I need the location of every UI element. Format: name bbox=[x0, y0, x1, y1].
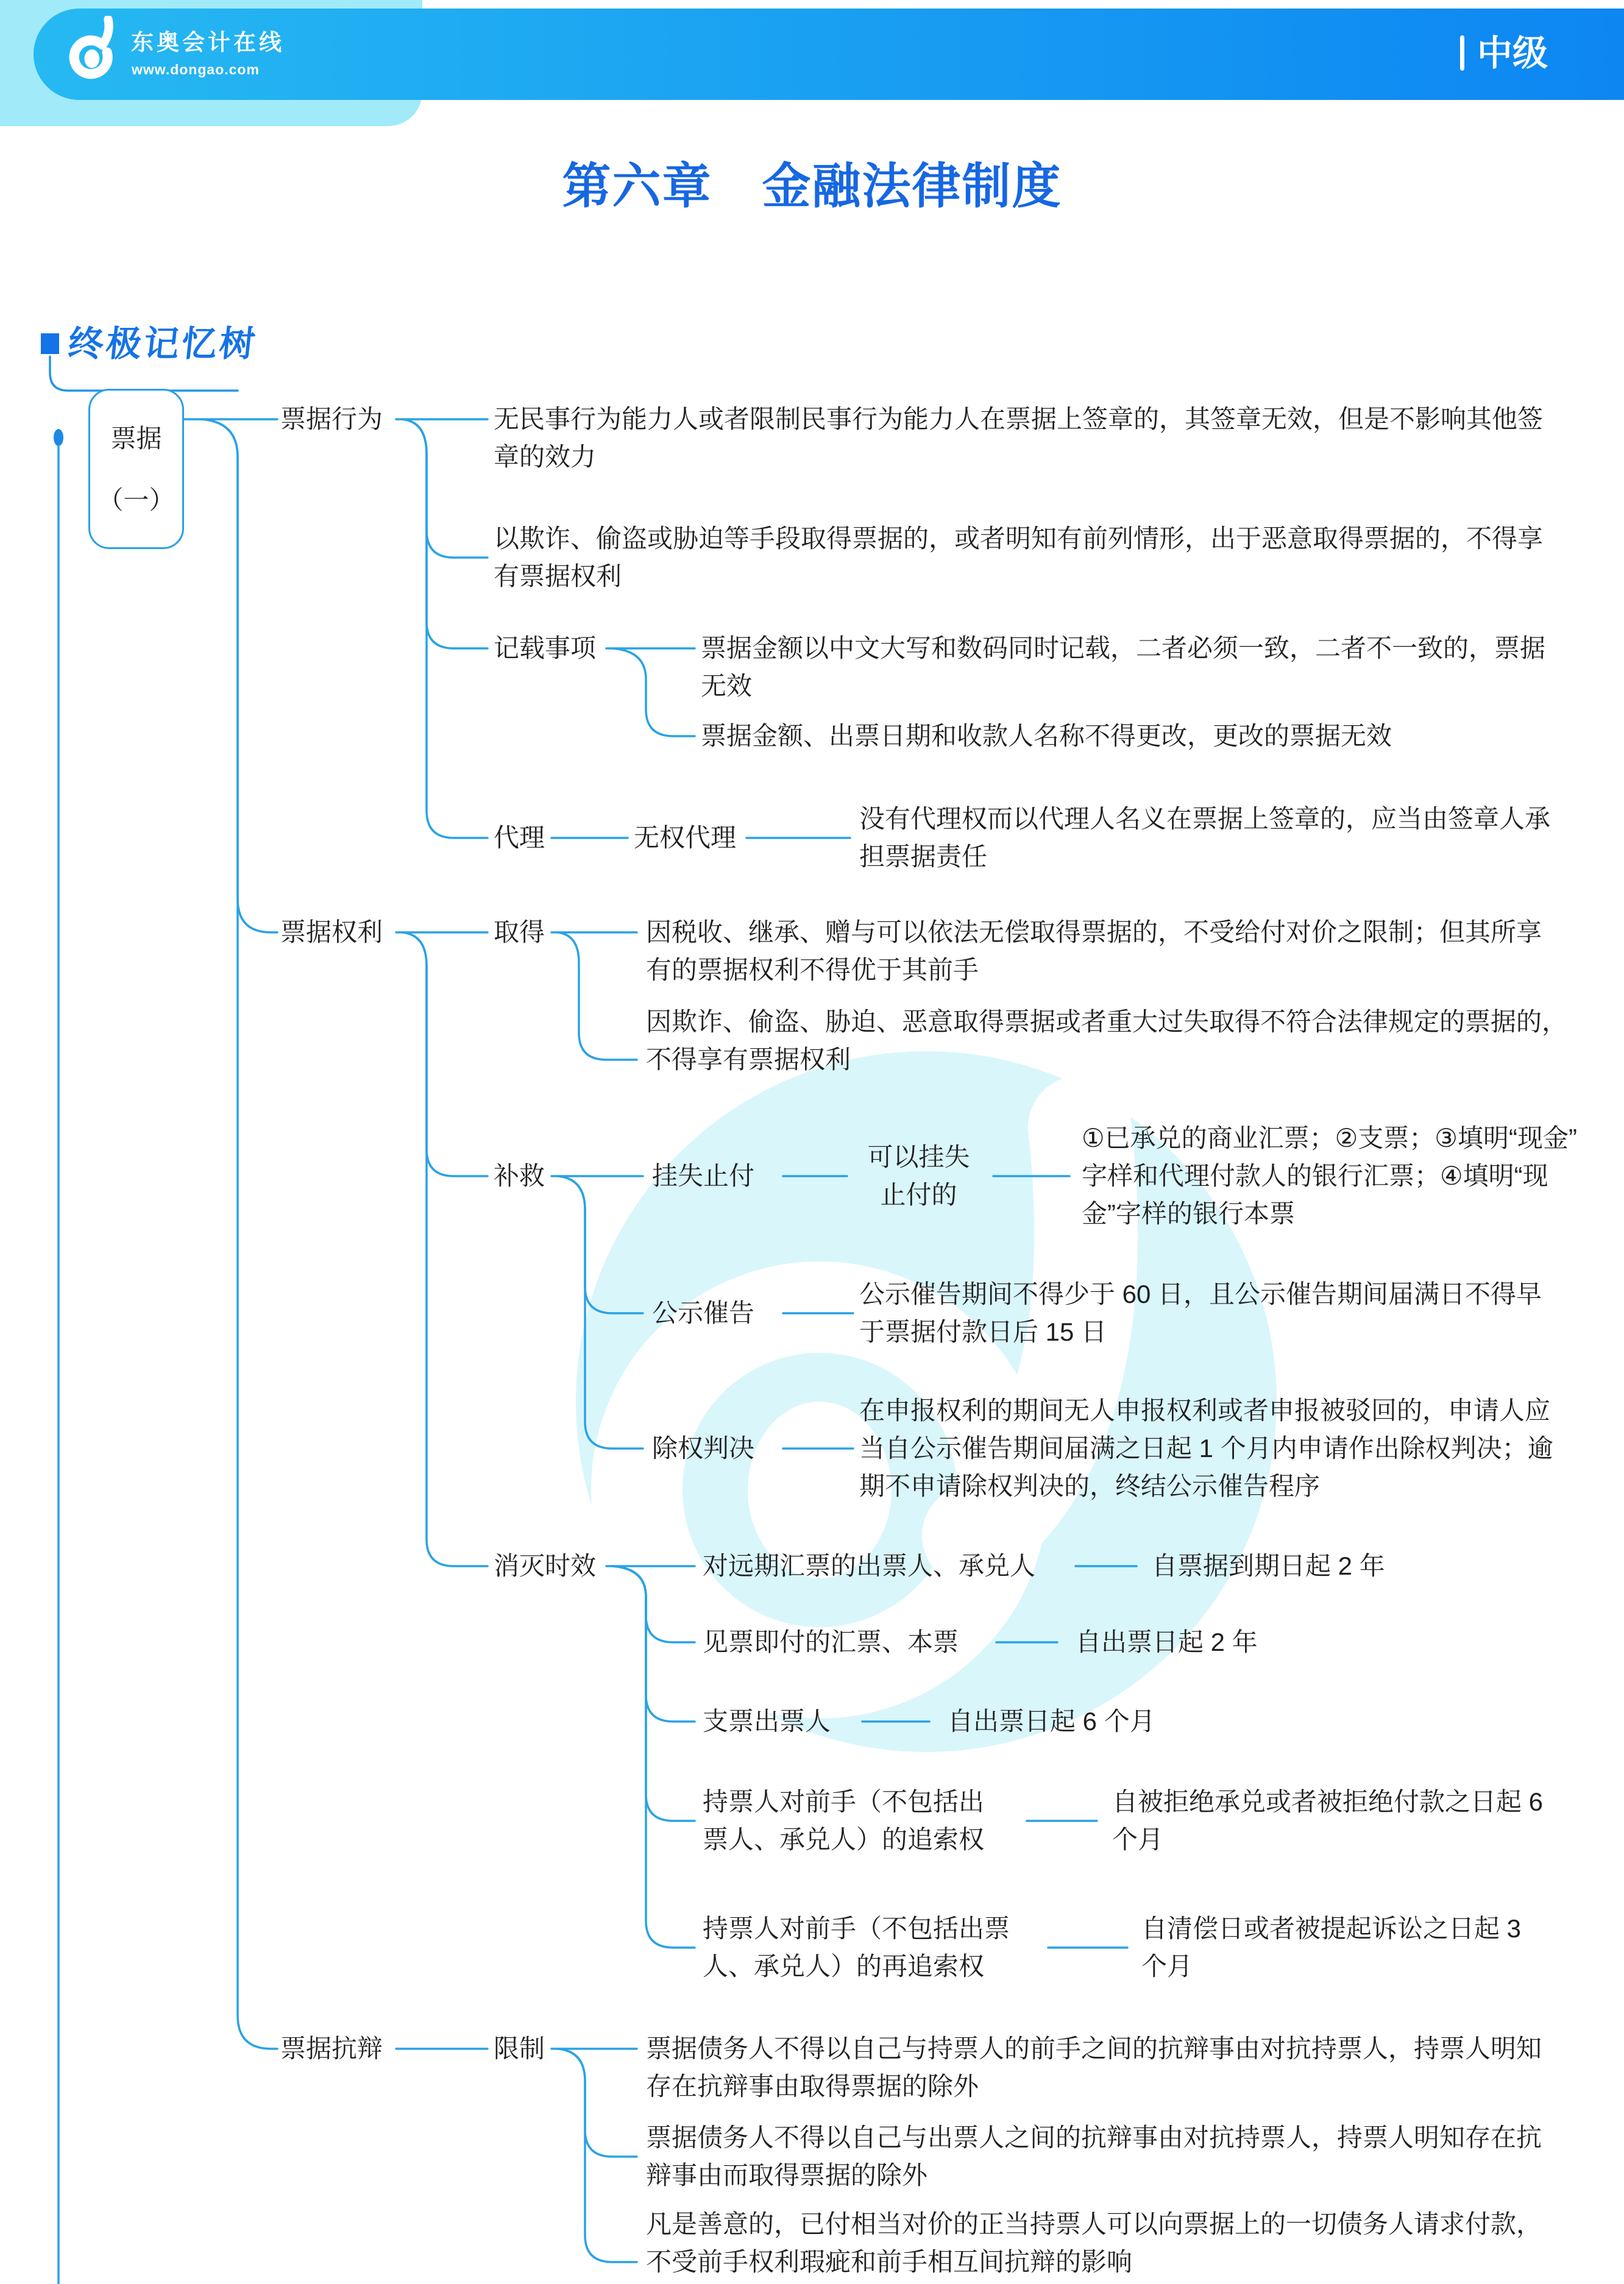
text-record-p1 bbox=[701, 630, 1545, 705]
prescription-row1-value: 自票据到期日起 2 年 bbox=[1152, 1552, 1385, 1580]
text-line: 公示催告期间不得少于 60 日，且公示催告期间届满日不得早 bbox=[859, 1280, 1542, 1308]
text-line: 票人、承兑人）的追索权 bbox=[703, 1825, 985, 1854]
text-line: 无民事行为能力人或者限制民事行为能力人在票据上签章的，其签章无效，但是不影响其他签 bbox=[494, 405, 1544, 433]
prescription-row4-item bbox=[703, 1783, 984, 1859]
node-public-notice: 公示催告 bbox=[652, 1299, 755, 1327]
text-line: 票据债务人不得以自己与持票人的前手之间的抗辩事由对抗持票人，持票人明知 bbox=[646, 2034, 1542, 2063]
text-line: 不得享有票据权利 bbox=[646, 1045, 851, 1074]
section-title: 终极记忆树 bbox=[66, 324, 260, 364]
node-acquire: 取得 bbox=[494, 918, 545, 946]
prescription-row3-item: 支票出票人 bbox=[703, 1707, 831, 1736]
text-line: 票据债务人不得以自己与出票人之间的抗辩事由对抗持票人，持票人明知存在抗 bbox=[646, 2123, 1542, 2152]
root-node bbox=[88, 389, 184, 549]
text-line: 持票人对前手（不包括出票 bbox=[703, 1914, 1010, 1943]
text-behavior-p1 bbox=[494, 400, 1543, 476]
text-loss-stop-p bbox=[1082, 1119, 1577, 1233]
tree-origin-dot bbox=[54, 429, 63, 446]
root-node-line1: 票据 bbox=[110, 424, 162, 453]
text-defense-p2 bbox=[646, 2119, 1542, 2194]
root-node-line2: （一） bbox=[98, 485, 175, 514]
node-defense: 票据抗辩 bbox=[280, 2034, 383, 2063]
node-behavior: 票据行为 bbox=[280, 405, 383, 433]
text-line: 不受前手权利瑕疵和前手相互间抗辩的影响 bbox=[646, 2247, 1133, 2276]
text-line: 没有代理权而以代理人名义在票据上签章的，应当由签章人承 bbox=[859, 804, 1551, 833]
node-record: 记载事项 bbox=[494, 634, 597, 662]
text-public-notice-p bbox=[859, 1275, 1542, 1351]
text-line: 辩事由而取得票据的除外 bbox=[646, 2161, 928, 2190]
text-line: 凡是善意的，已付相当对价的正当持票人可以向票据上的一切债务人请求付款， bbox=[646, 2210, 1542, 2238]
text-line: 人、承兑人）的再追索权 bbox=[703, 1952, 985, 1981]
text-line: 止付的 bbox=[880, 1180, 957, 1209]
text-defense-p1 bbox=[646, 2030, 1542, 2105]
level-badge: 中级 bbox=[1477, 34, 1548, 73]
node-limit: 限制 bbox=[494, 2034, 545, 2063]
text-line: ①已承兑的商业汇票；②支票；③填明“现金” bbox=[1082, 1124, 1577, 1152]
text-defense-p3 bbox=[646, 2205, 1542, 2281]
text-line: 个月 bbox=[1112, 1825, 1164, 1854]
text-line: 自清偿日或者被提起诉讼之日起 3 bbox=[1141, 1914, 1522, 1943]
node-remedy: 补救 bbox=[494, 1162, 545, 1190]
text-line: 有的票据权利不得优于其前手 bbox=[646, 956, 979, 984]
text-line: 于票据付款日后 15 日 bbox=[859, 1318, 1107, 1346]
chapter-title: 第六章 金融法律制度 bbox=[562, 159, 1062, 213]
text-line: 章的效力 bbox=[494, 442, 597, 471]
text-line: 存在抗辩事由取得票据的除外 bbox=[646, 2072, 979, 2101]
prescription-row2-item: 见票即付的汇票、本票 bbox=[703, 1628, 959, 1656]
text-line: 以欺诈、偷盗或胁迫等手段取得票据的，或者明知有前列情形，出于恶意取得票据的，不得享 bbox=[494, 524, 1544, 553]
text-line: 因欺诈、偷盗、胁迫、恶意取得票据或者重大过失取得不符合法律规定的票据的， bbox=[646, 1007, 1568, 1036]
text-record-p2: 票据金额、出票日期和收款人名称不得更改，更改的票据无效 bbox=[701, 722, 1392, 750]
text-line: 金”字样的银行本票 bbox=[1082, 1199, 1295, 1228]
node-rights: 票据权利 bbox=[280, 918, 383, 946]
prescription-row1-item: 对远期汇票的出票人、承兑人 bbox=[703, 1552, 1036, 1580]
text-line: 可以挂失 bbox=[867, 1143, 970, 1171]
prescription-row5-item bbox=[703, 1910, 1010, 1985]
text-behavior-p2 bbox=[494, 520, 1543, 595]
text-line: 当自公示催告期间届满之日起 1 个月内申请作出除权判决；逾 bbox=[859, 1434, 1553, 1463]
node-prescription: 消灭时效 bbox=[494, 1552, 597, 1580]
text-line: 期不申请除权判决的，终结公示催告程序 bbox=[859, 1472, 1321, 1500]
prescription-row4-value bbox=[1112, 1783, 1543, 1859]
node-loss-stop-sub bbox=[853, 1138, 984, 1214]
text-agency-p bbox=[859, 800, 1550, 876]
text-line: 票据金额以中文大写和数码同时记载，二者必须一致，二者不一致的，票据 bbox=[701, 634, 1546, 662]
text-line: 无效 bbox=[701, 672, 753, 700]
text-line: 个月 bbox=[1141, 1952, 1193, 1981]
text-line: 因税收、继承、赠与可以依法无偿取得票据的，不受给付对价之限制；但其所享 bbox=[646, 918, 1542, 946]
text-judgment-p bbox=[859, 1392, 1553, 1505]
prescription-row5-value bbox=[1141, 1910, 1521, 1985]
node-agency: 代理 bbox=[494, 823, 545, 852]
node-judgment: 除权判决 bbox=[652, 1434, 755, 1463]
text-line: 持票人对前手（不包括出 bbox=[703, 1787, 985, 1816]
node-loss-stop: 挂失止付 bbox=[652, 1162, 755, 1190]
text-acquire-p1 bbox=[646, 913, 1542, 989]
text-line: 在申报权利的期间无人申报权利或者申报被驳回的，申请人应 bbox=[859, 1396, 1551, 1425]
text-line: 有票据权利 bbox=[494, 562, 622, 591]
brand-url: www.dongao.com bbox=[132, 62, 260, 77]
node-agency-sub: 无权代理 bbox=[634, 823, 737, 852]
prescription-row2-value: 自出票日起 2 年 bbox=[1076, 1628, 1258, 1656]
brand-name: 东奥会计在线 bbox=[131, 30, 285, 55]
section-title-underline-icon bbox=[50, 356, 238, 391]
text-line: 字样和代理付款人的银行汇票；④填明“现 bbox=[1082, 1162, 1548, 1190]
prescription-row3-value: 自出票日起 6 个月 bbox=[948, 1707, 1155, 1736]
text-line: 自被拒绝承兑或者被拒绝付款之日起 6 bbox=[1112, 1787, 1544, 1816]
text-line: 担票据责任 bbox=[859, 842, 988, 871]
text-acquire-p2 bbox=[646, 1003, 1567, 1079]
